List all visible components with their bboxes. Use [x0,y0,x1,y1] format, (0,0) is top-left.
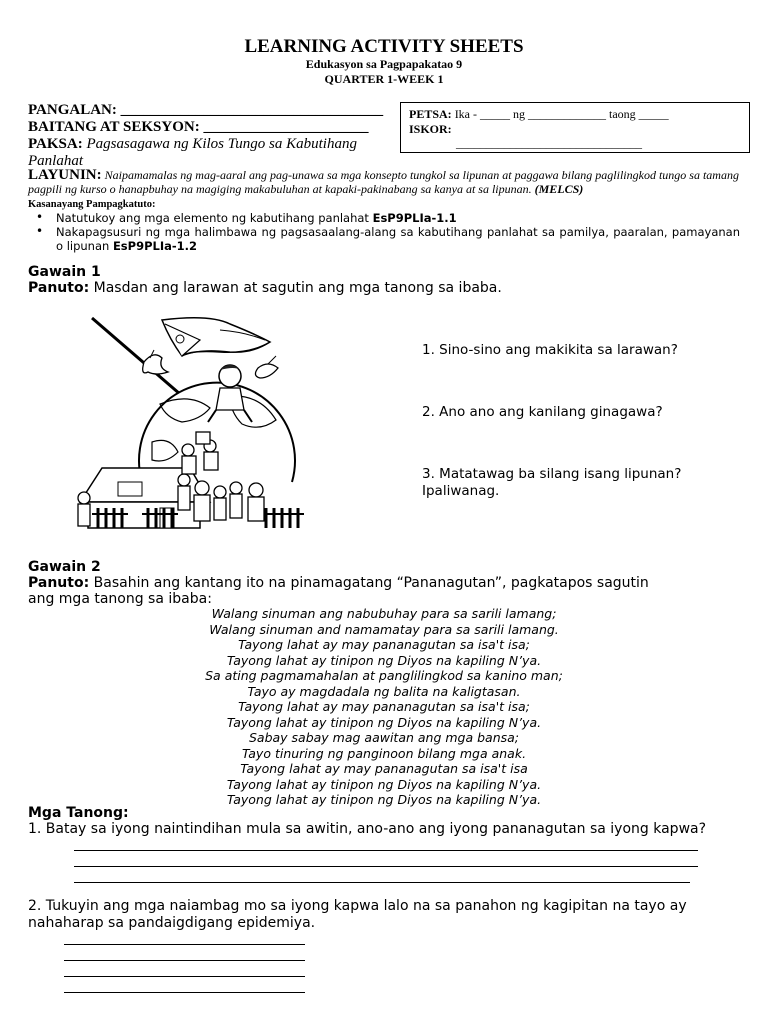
answer-line[interactable] [74,882,690,883]
song-line: Tayong lahat ay tinipon ng Diyos na kapiling N’ya. [226,792,542,807]
kasanayan-text: Natutukoy ang mga elemento ng kabutihang panlahat [56,211,373,225]
kasanayan-item-1 [56,211,740,225]
baitang-field[interactable]: BAITANG AT SEKSYON: ______________________ [28,119,369,135]
answer-line[interactable] [74,850,698,851]
quarter-line: QUARTER 1-WEEK 1 [324,72,444,86]
petsa-label: PETSA: [409,107,452,121]
gawain2-title: Gawain 2 [28,559,101,575]
song-line: Tayo tinuring ng panginoon bilang mga anak. [241,745,527,761]
paksa-value: Pagsasagawa ng Kilos Tungo sa Kabutihang [86,136,357,152]
song-line: Tayong lahat ay may pananagutan sa isa't isa; [238,637,530,652]
petsa-box [400,102,750,153]
gawain1-question-3: 3. Matatawag ba silang isang lipunan? Ipaliwanag. [422,466,682,499]
gawain1-question-1: 1. Sino-sino ang makikita sa larawan? [422,342,678,358]
gawain1-panuto [28,280,502,296]
answer-line[interactable] [64,960,305,961]
sheet-title: LEARNING ACTIVITY SHEETS [244,36,524,57]
pangalan-field[interactable]: PANGALAN: ___________________________________ [28,102,384,118]
song-line: Walang sinuman and namamatay para sa sarili lamang. [209,621,559,637]
panuto-label: Panuto: [28,575,90,591]
paksa-label: PAKSA: [28,136,83,152]
song-lyrics [0,606,768,808]
tanong-2: 2. Tukuyin ang mga naiambag mo sa iyong kapwa lalo na sa panahon ng kagipitan na tayo ay nahaharap sa pandaigdigang epidemiya. [28,898,687,931]
kasanayan-item-2 [56,225,740,253]
paksa-value-cont: Panlahat [28,153,83,169]
melcs-tag: (MELCS) [534,182,584,196]
song-line: Tayong lahat ay tinipon ng Diyos na kapiling N’ya. [226,776,542,792]
tanong-1: 1. Batay sa iyong naintindihan mula sa awitin, ano-ano ang iyong pananagutan sa iyong kapwa? [28,821,707,837]
gawain1-question-2: 2. Ano ano ang kanilang ginagawa? [422,404,663,420]
panuto-text: Masdan ang larawan at sagutin ang mga tanong sa ibaba. [89,280,502,296]
song-line: Sa ating pagmamahalan at panglilingkod sa kanino man; [205,668,563,683]
panuto-text: Basahin ang kantang ito na pinamagatang “Pananagutan”, pagkatapos sagutin ang mga tanong sa ibaba: [28,575,649,607]
song-line: Tayo ay magdadala ng balita na kaligtasan. [247,683,521,699]
song-line: Tayong lahat ay tinipon ng Diyos na kapiling N’ya. [226,714,542,730]
song-line: Tayong lahat ay may pananagutan sa isa't isa [240,761,528,776]
kasanayan-code: EsP9PLIa-1.2 [112,239,198,253]
panuto-label: Panuto: [28,280,90,296]
song-line: Tayong lahat ay tinipon ng Diyos na kapiling N’ya. [226,652,542,668]
song-line: Walang sinuman ang nabubuhay para sa sarili lamang; [211,606,557,621]
gawain1-title: Gawain 1 [28,264,101,280]
layunin-text: Naipamamalas ng mag-aaral ang pag-unawa sa mga konsepto tungkol sa lipunan at paggawa bilang paglilingkod tungo sa tamang pagpili ng kurso o hanapbuhay na magiging makabuluhan at kapaki-pakinabang sa kanya at sa lipunan. [28,168,739,196]
society-illustration [70,312,315,534]
iskor-label: ISKOR: [409,122,452,136]
answer-line[interactable] [64,976,305,977]
dove-icon [255,356,278,378]
kasanayan-code: EsP9PLIa-1.1 [372,211,457,225]
layunin-label: LAYUNIN: [28,167,102,183]
song-line: Tayong lahat ay may pananagutan sa isa't isa; [238,699,530,714]
answer-line[interactable] [64,944,305,945]
answer-line[interactable] [74,866,698,867]
kasanayan-label: Kasanayang Pampagkatuto: [28,199,156,210]
mga-tanong-title: Mga Tanong: [28,805,129,821]
paksa-field [28,136,388,170]
gawain2-panuto [28,575,678,607]
answer-line[interactable] [64,992,305,993]
song-line: Sabay sabay mag aawitan ang mga bansa; [248,730,520,745]
subject-line: Edukasyon sa Pagpapakatao 9 [305,57,463,71]
kasanayan-text: Nakapagsusuri ng mga halimbawa ng pagsasaalang-alang sa kabutihang panlahat sa pamilya, paaralan, pamayanan o lipunan [56,225,740,253]
layunin-block [28,168,740,196]
iskor-input[interactable]: _______________________________ [456,136,642,150]
dove-icon [143,350,168,374]
petsa-input[interactable]: Ika - _____ ng _____________ taong _____ [454,107,669,121]
